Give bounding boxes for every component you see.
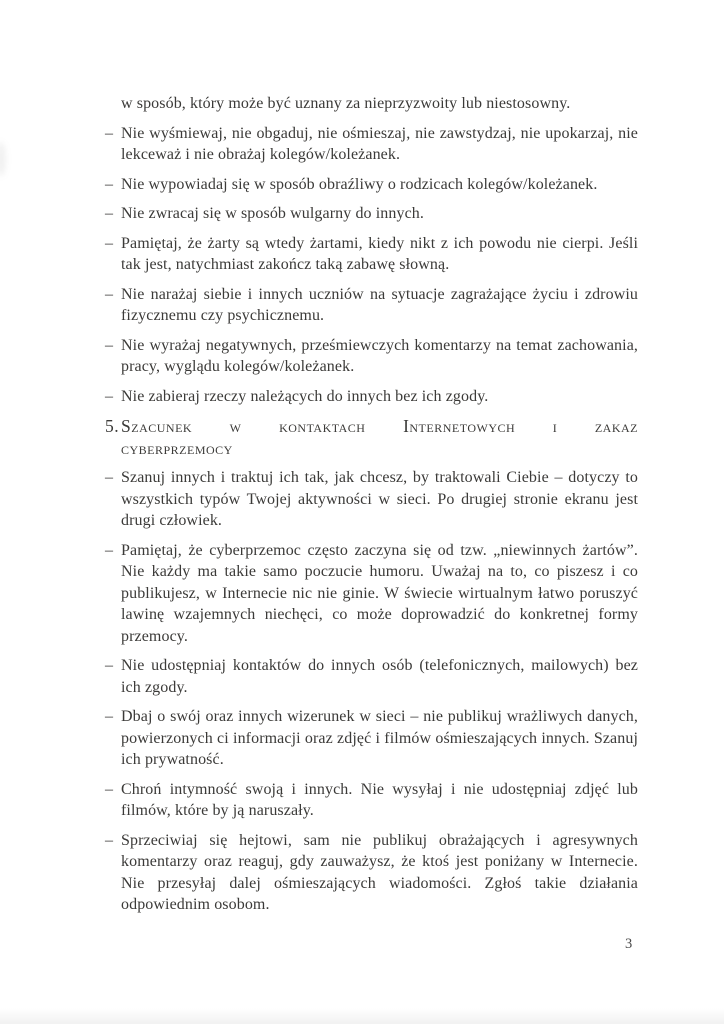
bullet-dash: – (105, 469, 114, 486)
bullet-dash: – (105, 175, 114, 193)
rule-item (105, 123, 638, 166)
rule-item (105, 203, 638, 225)
bullet-dash: – (105, 336, 114, 354)
rule-item (105, 830, 638, 916)
rule-text: Pamiętaj, że żarty są wtedy żartami, kiedy nikt z ich powodu nie cierpi. Jeśli tak jest, natychmiast zakończ taką zabawę słowną. (121, 234, 638, 273)
rule-item (105, 655, 638, 698)
rule-item (105, 540, 638, 648)
section-heading (105, 416, 638, 459)
bullet-dash: – (105, 780, 114, 798)
section-heading-line2: cyberprzemocy (121, 437, 233, 458)
rule-text: Nie zwracaj się w sposób wulgarny do innych. (121, 205, 424, 222)
rule-item (105, 233, 638, 276)
bullet-dash: – (105, 657, 114, 674)
bullet-dash: – (105, 387, 114, 405)
rule-item (105, 386, 638, 408)
continuation-paragraph (121, 93, 638, 115)
rule-text: Dbaj o swój oraz innych wizerunek w sieci – nie publikuj wrażliwych danych, powierzonych ci informacji oraz zdjęć i filmów ośmieszających innych. Szanuj ich prywatność. (121, 708, 638, 768)
rule-text: Pamiętaj, że cyberprzemoc często zaczyna się od tzw. „niewinnych żartów”. Nie każdy ma takie samo poczucie humoru. Uważaj na to, co piszesz i co publikujesz, w Internecie nic nie ginie. W świecie wirtualnym łatwo poruszyć lawinę wzajemnych niechęci, co może doprowadzić do konkretnej formy przemocy. (121, 541, 638, 645)
rule-text: Nie wyśmiewaj, nie obgaduj, nie ośmieszaj, nie zawstydzaj, nie upokarzaj, nie lekceważ i nie obrażaj kolegów/koleżanek. (121, 124, 638, 163)
bullet-dash: – (105, 234, 114, 252)
rule-text: Nie zabieraj rzeczy należących do innych bez ich zgody. (121, 387, 489, 405)
rule-item (105, 284, 638, 327)
rule-text: Nie udostępniaj kontaktów do innych osób (telefonicznych, mailowych) bez ich zgody. (121, 657, 638, 696)
rule-text: Chroń intymność swoją i innych. Nie wysyłaj i nie udostępniaj zdjęć lub filmów, które by ją naruszały. (121, 780, 638, 819)
continuation-text: w sposób, który może być uznany za nieprzyzwoity lub niestosowny. (121, 95, 571, 112)
scan-smudge (0, 142, 6, 176)
rule-text: Nie narażaj siebie i innych uczniów na sytuacje zagrażające życiu i zdrowiu fizycznemu czy psychicznemu. (121, 285, 638, 324)
rule-item (105, 706, 638, 771)
rule-item (105, 335, 638, 378)
bullet-dash: – (105, 541, 114, 559)
page-number: 3 (625, 936, 633, 952)
bullet-dash: – (105, 205, 114, 222)
bullet-dash: – (105, 124, 114, 142)
section-heading-line1: Szacunek w kontaktach Internetowych i zakaz (121, 416, 638, 436)
bullet-dash: – (105, 708, 114, 725)
bullet-dash: – (105, 831, 114, 849)
rule-item (105, 467, 638, 532)
rule-text: Szanuj innych i traktuj ich tak, jak chcesz, by traktowali Ciebie – dotyczy to wszystkich typów Twojej aktywności w sieci. Po drugiej stronie ekranu jest drugi człowiek. (121, 469, 638, 529)
document-body (105, 93, 638, 924)
rule-text: Nie wyrażaj negatywnych, prześmiewczych komentarzy na temat zachowania, pracy, wyglądu kolegów/koleżanek. (121, 336, 638, 375)
rule-item (105, 174, 638, 196)
rule-text: Sprzeciwiaj się hejtowi, sam nie publikuj obrażających i agresywnych komentarzy oraz reaguj, gdy zauważysz, że ktoś jest poniżany w Internecie. Nie przesyłaj dalej ośmieszających wiadomości. Zgłoś takie działania odpowiednim osobom. (121, 831, 638, 913)
rule-text: Nie wypowiadaj się w sposób obraźliwy o rodzicach kolegów/koleżanek. (121, 175, 598, 193)
section-number: 5. (105, 416, 120, 436)
bullet-dash: – (105, 285, 114, 303)
scan-shadow (0, 1008, 724, 1024)
rule-item (105, 779, 638, 822)
